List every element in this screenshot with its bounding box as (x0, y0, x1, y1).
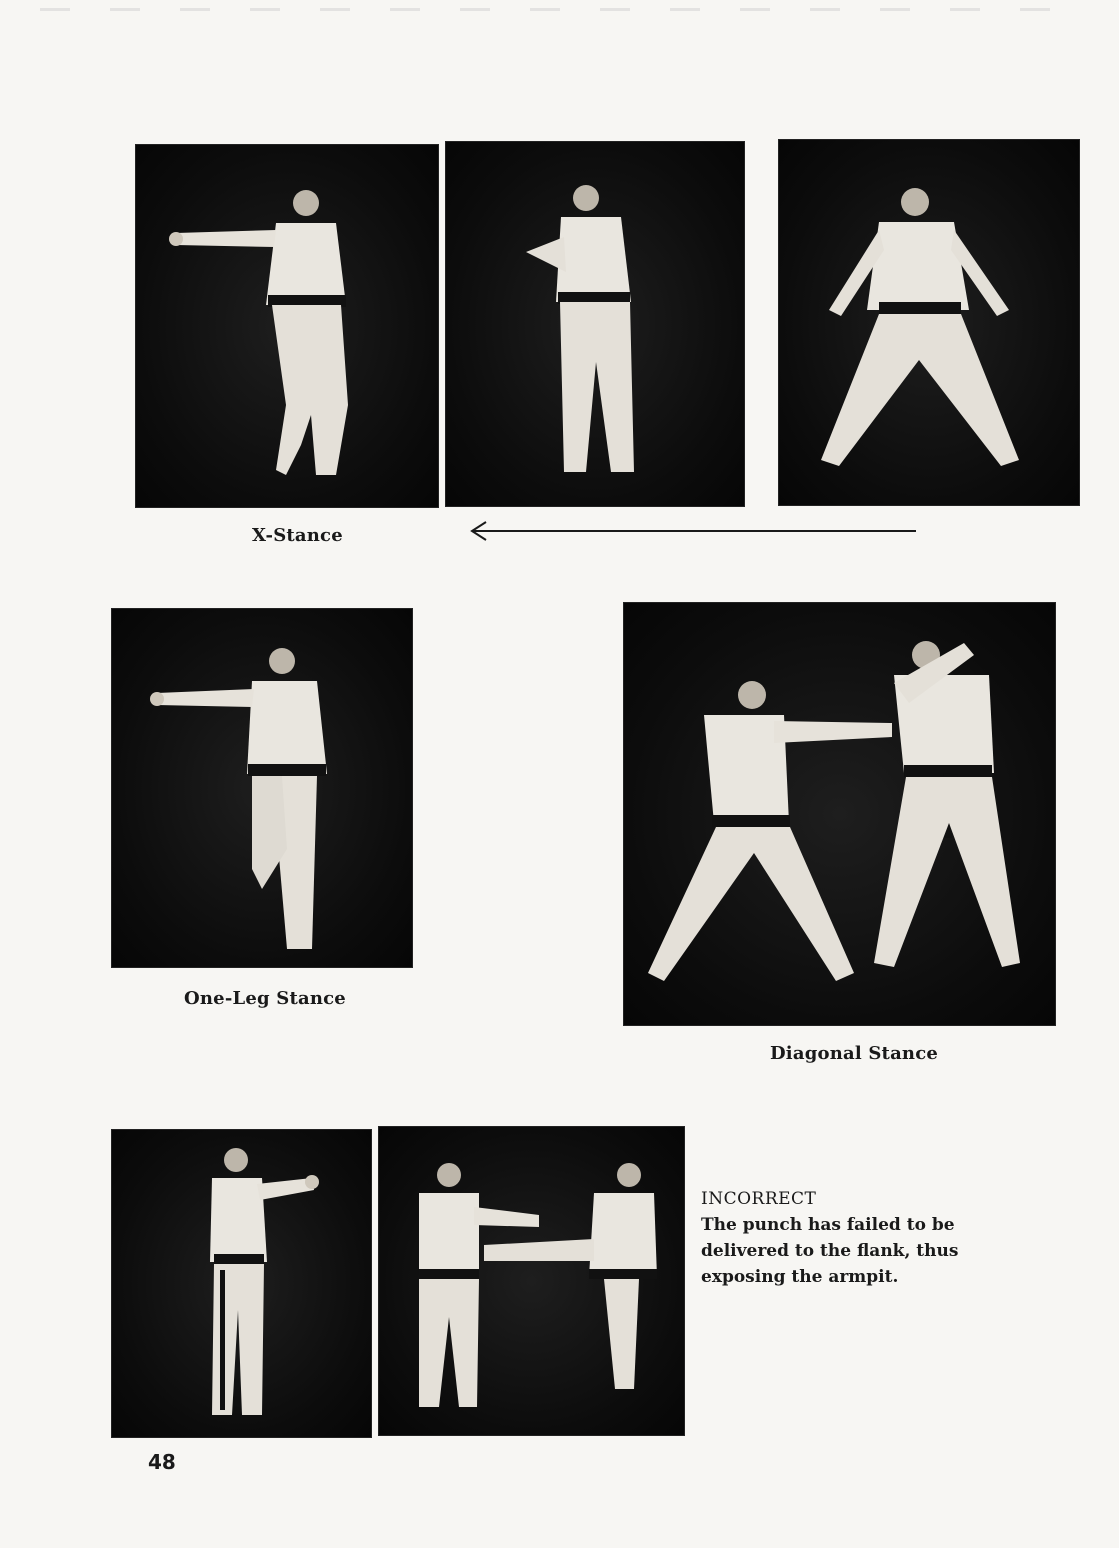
caption-x-stance: X-Stance (252, 525, 343, 546)
photo-incorrect-punch-front (112, 1130, 371, 1437)
page-number: 48 (148, 1450, 176, 1474)
photo-diagonal-stance (624, 603, 1055, 1025)
photo-x-stance-step-3 (779, 140, 1079, 505)
scan-edge-artifact (40, 8, 1080, 11)
incorrect-explanation: The punch has failed to be delivered to the flank, thus exposing the armpit. (701, 1215, 959, 1287)
incorrect-note (701, 1186, 1001, 1290)
figures-kick-exposing-armpit (379, 1127, 684, 1435)
figure-one-leg (112, 609, 412, 967)
figure-punch-forward (112, 1130, 371, 1437)
caption-one-leg-stance: One-Leg Stance (184, 988, 346, 1009)
photo-incorrect-kick-exchange (379, 1127, 684, 1435)
arrow-left-icon (466, 518, 920, 544)
photo-x-stance-step-1 (136, 145, 438, 507)
figure-guard-position (446, 142, 744, 506)
figure-punching-sideways (136, 145, 438, 507)
figure-wide-stance (779, 140, 1079, 505)
photo-x-stance-step-2 (446, 142, 744, 506)
caption-diagonal-stance: Diagonal Stance (770, 1043, 939, 1064)
figures-diagonal-stance-pair (624, 603, 1055, 1025)
photo-one-leg-stance (112, 609, 412, 967)
incorrect-heading: INCORRECT (701, 1189, 817, 1209)
